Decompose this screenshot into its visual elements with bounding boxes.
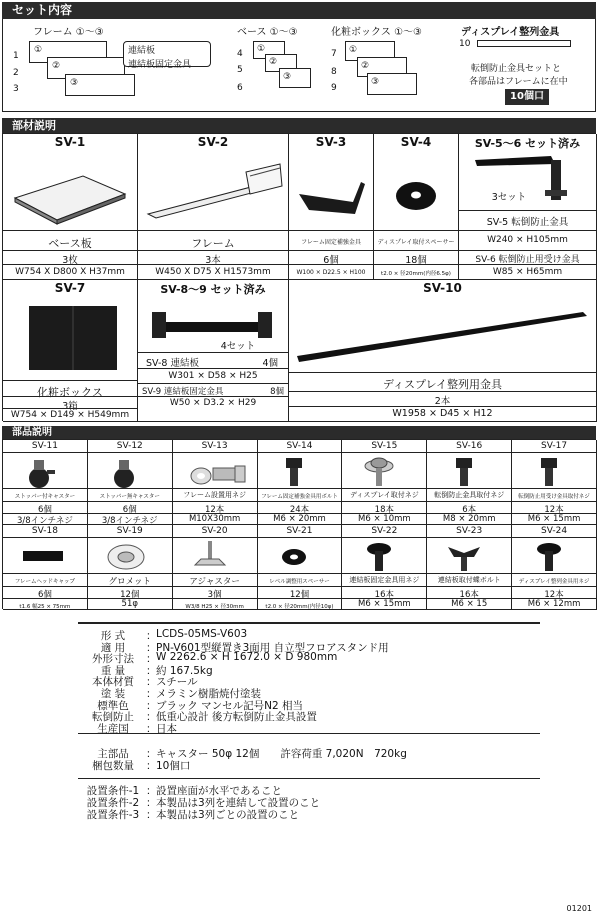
spec-colon: ： xyxy=(146,653,157,666)
bracket-image xyxy=(295,174,369,222)
frame-sheet: ① xyxy=(29,41,107,63)
part-size: M10X30mm xyxy=(188,514,241,524)
part-name: 転倒防止金具取付ネジ xyxy=(434,491,505,499)
part-code: SV-12 xyxy=(116,441,143,451)
spec-colon: ： xyxy=(146,797,157,809)
part-size: M6 × 15mm xyxy=(358,599,411,609)
part-size: 51φ xyxy=(121,599,138,609)
frame-image xyxy=(142,156,286,230)
wing-bolt-icon xyxy=(444,539,504,573)
spec-colon: ： xyxy=(146,722,157,735)
part-qty: 12本 xyxy=(544,505,564,515)
spec-value: 低重心設計 後方転倒防止金具設置 xyxy=(156,711,317,724)
member-card: SV-1 ベース板 3枚 W754 X D800 X H37mm xyxy=(3,134,138,280)
part-card xyxy=(512,525,597,610)
part-code: SV-17 xyxy=(541,441,568,451)
frame-callout: 連結板 連結板固定金具 xyxy=(123,41,211,67)
part-name: ストッパー付キャスター xyxy=(14,494,76,500)
spacer-icon xyxy=(274,539,334,573)
cosmetic-box-image xyxy=(25,302,121,374)
part-code: SV-21 xyxy=(286,526,313,536)
flat-screw-icon xyxy=(529,539,589,573)
spec-key: 梱包数量 xyxy=(92,760,134,772)
spec-colon: ： xyxy=(146,809,157,821)
base-sheet: ③ xyxy=(279,68,311,88)
part-code: SV-18 xyxy=(31,526,58,536)
parts-grid xyxy=(2,439,596,609)
part-qty: 16本 xyxy=(374,590,394,600)
part-size: M8 × 20mm xyxy=(442,514,496,524)
spec-value: PN-V601型縦置き3面用 自立型フロアスタンド用 xyxy=(156,641,389,654)
part-size: t1.6 幅25 × 75mm xyxy=(19,604,71,610)
part-size: t2.0 × 径20mm(内径10φ) xyxy=(265,604,334,610)
frame-num: 1 xyxy=(13,51,19,61)
part-size: M6 × 20mm xyxy=(273,514,326,524)
part-qty: 12本 xyxy=(204,505,225,515)
frame-label: フレーム ①～③ xyxy=(33,27,104,38)
part-name: フレームヘッドキャップ xyxy=(14,579,76,585)
part-qty: 6個 xyxy=(37,590,52,600)
set-contents-header xyxy=(2,2,596,19)
part-name: アジャスター xyxy=(189,577,240,587)
part-qty: 16本 xyxy=(459,590,479,600)
parts-header: 部品説明 xyxy=(2,426,596,439)
adjuster-icon xyxy=(189,539,249,573)
part-size: M6 × 15mm xyxy=(527,514,581,524)
part-size: W3/8 H25 × 径30mm xyxy=(185,604,244,610)
member-card: SV-7 化粧ボックス 3箱 W754 × D149 × H549mm xyxy=(3,280,138,422)
part-card xyxy=(427,525,512,610)
part-card xyxy=(3,525,88,610)
flat-screw-icon xyxy=(359,539,419,573)
part-qty: 12個 xyxy=(289,590,310,600)
display-bracket-label: ディスプレイ整列金具 xyxy=(461,27,560,38)
frame-num: 2 xyxy=(13,68,19,78)
spec-value: 約 167.5kg xyxy=(156,664,213,677)
grommet-icon xyxy=(104,539,164,573)
member-card: SV-4 ディスプレイ取付スペーサー 18個 t2.0 × 径20mm(内径6.5φ) xyxy=(374,134,459,280)
package-count-badge: 10個口 xyxy=(505,89,549,105)
spec-key: 本体材質 xyxy=(92,676,134,689)
member-card: SV-5～6 セット済み 3セット SV-5 転倒防止金具 W240 × H105mm SV-6 転倒防止用受け金具 W85 × H65mm xyxy=(459,134,597,280)
part-qty: 3個 xyxy=(207,590,222,600)
alignment-bar-image xyxy=(293,298,593,368)
box-sheet: ② xyxy=(357,57,407,77)
display-bracket-shape xyxy=(477,40,571,47)
spec-key: 主部品 xyxy=(97,748,129,760)
spec-value: LCDS-05MS-V603 xyxy=(156,628,248,640)
part-qty: 6個 xyxy=(37,505,52,515)
spec-key: 適 用 xyxy=(100,641,126,654)
box-sheet: ① xyxy=(345,41,395,61)
part-name: ディスプレイ整列金具用ネジ xyxy=(518,579,590,585)
base-sheet: ② xyxy=(265,54,297,72)
spec-key: 外形寸法 xyxy=(92,653,134,666)
part-size: 3/8インチネジ xyxy=(17,516,73,526)
member-card: SV-3 フレーム固定補強金具 6個 W100 × D22.5 × H100 xyxy=(289,134,374,280)
spec-value: キャスター 50φ 12個 許容荷重 7,020N 720kg xyxy=(156,748,407,760)
part-qty: 12本 xyxy=(544,590,564,600)
member-card: SV-2 フレーム 3本 W450 X D75 X H1573mm xyxy=(138,134,289,280)
part-name: レベル調整用スペーサー xyxy=(269,579,330,585)
base-sheet: ① xyxy=(253,41,285,59)
set-contents-title: セット内容 xyxy=(12,3,73,17)
cap-icon xyxy=(19,539,79,573)
spec-value: 本製品は3列ごとの設置のこと xyxy=(156,809,300,821)
note-line: 転倒防止金具セットと xyxy=(471,64,562,74)
part-qty: 12個 xyxy=(120,590,140,600)
part-card xyxy=(88,525,173,610)
part-code: SV-14 xyxy=(286,441,313,451)
part-qty: 6個 xyxy=(122,505,137,515)
spec-key: 転倒防止 xyxy=(92,711,134,724)
hex-bolt-icon xyxy=(444,454,504,488)
spec-colon: ： xyxy=(146,688,157,700)
part-card xyxy=(342,525,427,610)
part-card xyxy=(512,440,597,525)
part-code: SV-20 xyxy=(201,526,228,536)
part-size: M6 × 12mm xyxy=(527,599,581,609)
part-card xyxy=(427,440,512,525)
members-grid xyxy=(2,133,596,421)
spec-value: 日本 xyxy=(156,722,177,735)
caster-icon xyxy=(104,454,164,488)
part-name: フレーム設置用ネジ xyxy=(183,491,246,499)
note-line: 各部品はフレームに在中 xyxy=(469,77,568,87)
part-code: SV-15 xyxy=(371,441,398,451)
part-name: 転倒防止用受け金具取付ネジ xyxy=(518,494,590,500)
hex-bolt-icon xyxy=(529,454,589,488)
screw-washer-icon xyxy=(359,454,419,488)
base-plate-image xyxy=(11,162,129,232)
part-name: ストッパー無キャスター xyxy=(99,494,160,500)
spec-colon: ： xyxy=(146,676,157,689)
part-card xyxy=(342,440,427,525)
spec-colon: ： xyxy=(146,664,157,677)
part-qty: 24本 xyxy=(289,505,310,515)
part-code: SV-19 xyxy=(116,526,143,536)
spec-value: メラミン樹脂焼付塗装 xyxy=(156,688,261,700)
members-header: 部材説明 xyxy=(2,118,596,133)
spec-value: 設置座面が水平であること xyxy=(156,785,282,797)
part-code: SV-23 xyxy=(456,526,483,536)
part-name: グロメット xyxy=(108,577,152,587)
hex-bolt-icon xyxy=(274,454,334,488)
spec-mid-rule xyxy=(78,778,540,779)
part-name: 連結板固定金具用ネジ xyxy=(349,576,420,584)
part-card xyxy=(173,440,258,525)
member-card: SV-10 ディスプレイ整列用金具 2本 W1958 × D45 × H12 xyxy=(289,280,597,422)
spec-key: 塗 装 xyxy=(100,688,126,700)
spec-key: 設置条件-3 xyxy=(86,809,140,821)
set-contents-panel: フレーム ①～③ 1 2 3 ① ② ③ 連結板 連結板固定金具 ベース ①～③ 4 5 6 ① ② ③ 化粧ボックス ①～③ 7 8 9 ① ② ③ ディスプレイ整列金具 10 転倒防止金具セットと 各部品はフレームに在中 10個口 xyxy=(2,19,596,112)
spec-colon: ： xyxy=(146,641,157,654)
part-size: 3/8インチネジ xyxy=(101,516,158,526)
part-name: フレーム固定補強金具用ボルト xyxy=(261,494,338,500)
part-size: M6 × 10mm xyxy=(358,514,411,524)
spec-key: 標準色 xyxy=(97,699,129,712)
spec-key: 生産国 xyxy=(97,722,129,735)
frame-num: 3 xyxy=(13,84,19,94)
spec-value: スチール xyxy=(156,676,198,689)
part-code: SV-16 xyxy=(456,441,483,451)
spec-colon: ： xyxy=(146,785,157,797)
box-sheet: ③ xyxy=(367,73,417,95)
part-card xyxy=(173,525,258,610)
spec-key: 設置条件-1 xyxy=(86,785,140,797)
spacer-image xyxy=(394,178,438,214)
spec-colon: ： xyxy=(146,760,157,772)
spec-value: 本製品は3列を連結して設置のこと xyxy=(156,797,321,809)
spec-value: 10個口 xyxy=(156,760,191,772)
frame-sheet: ② xyxy=(47,57,125,79)
spec-value: W 2262.6 × H 1672.0 × D 980mm xyxy=(156,651,338,664)
spec-colon: ： xyxy=(146,699,157,712)
part-code: SV-11 xyxy=(31,441,58,451)
spec-top-rule xyxy=(78,622,540,624)
spec-value: ブラック マンセル記号N2 相当 xyxy=(156,699,303,712)
spec-key: 重 量 xyxy=(100,664,126,677)
box-label: 化粧ボックス ①～③ xyxy=(331,27,423,38)
spec-colon: ： xyxy=(146,711,157,724)
part-card xyxy=(3,440,88,525)
part-qty: 6本 xyxy=(462,505,477,515)
caster-stopper-icon xyxy=(19,454,79,488)
spec-key: 設置条件-2 xyxy=(86,797,140,809)
part-code: SV-24 xyxy=(541,526,568,536)
part-card xyxy=(258,440,343,525)
frame-sheet: ③ xyxy=(65,74,135,96)
spec-mid-rule xyxy=(78,733,540,734)
base-label: ベース ①～③ xyxy=(237,27,298,38)
spec-colon: ： xyxy=(146,748,157,760)
member-card: SV-8～9 セット済み 4セット SV-8 連結板 4個 W301 × D58 × H25 SV-9 連結板固定金具 8個 W50 × D3.2 × H29 xyxy=(138,280,289,422)
part-code: SV-22 xyxy=(371,526,398,536)
spec-key: 形 式 xyxy=(100,630,126,642)
part-code: SV-13 xyxy=(201,441,228,451)
part-name: 連結板取付蝶ボルト xyxy=(437,576,501,584)
part-qty: 18本 xyxy=(374,505,394,515)
document-code: 01201 xyxy=(566,904,592,913)
part-card xyxy=(88,440,173,525)
bolt-washer-icon xyxy=(189,454,249,488)
spec-colon: ： xyxy=(146,630,157,642)
part-card xyxy=(258,525,343,610)
part-name: ディスプレイ取付ネジ xyxy=(349,491,419,499)
part-size: M6 × 15 xyxy=(451,599,488,609)
